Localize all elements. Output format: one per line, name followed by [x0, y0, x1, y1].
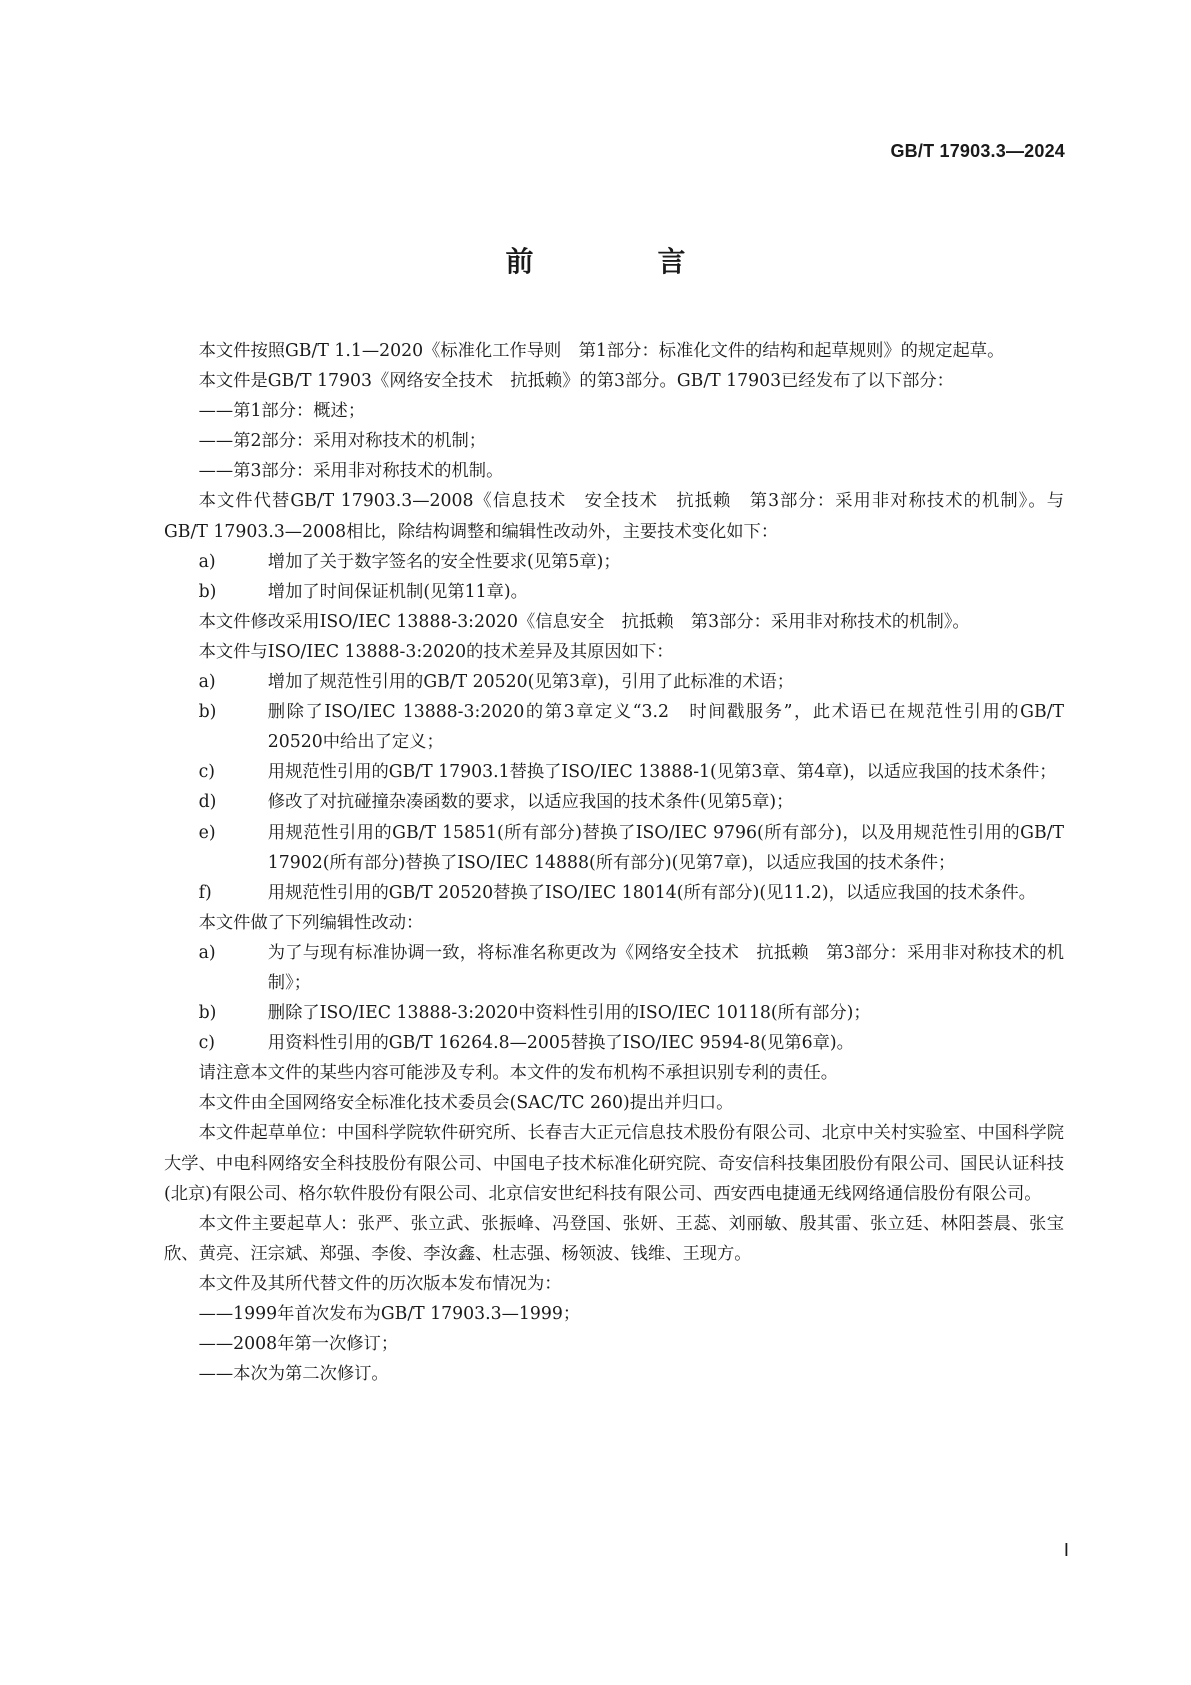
paragraph-history: 本文件及其所代替文件的历次版本发布情况为：: [198, 1273, 562, 1294]
list-marker: f): [198, 882, 212, 903]
list-item: [164, 878, 1064, 908]
paragraph-drafting-units: 本文件起草单位：中国科学院软件研究所、长春吉大正元信息技术股份有限公司、北京中关村实验室、中国科学院大学、中电科网络安全科技股份有限公司、中国电子技术标准化研究院、奇安信科技集团股份有限公司、国民认证科技(北京)有限公司、格尔软件股份有限公司、北京信安世纪科技有限公司、西安西电捷通无线网络通信股份有限公司。: [164, 1123, 1064, 1204]
list-item: [164, 577, 1064, 607]
list-text: 用规范性引用的GB/T 15851(所有部分)替换了ISO/IEC 9796(所有部分)，以及用规范性引用的GB/T 17902(所有部分)替换了ISO/IEC 14888(所有部分)(见第7章)，以适应我国的技术条件；: [267, 822, 1064, 873]
list-text: 删除了ISO/IEC 13888-3:2020中资料性引用的ISO/IEC 10118(所有部分)；: [267, 1003, 871, 1024]
list-item: [164, 547, 1064, 577]
standard-code: GB/T 17903.3—2024: [890, 141, 1065, 161]
paragraph-proposer: 本文件由全国网络安全标准化技术委员会(SAC/TC 260)提出并归口。: [198, 1093, 734, 1114]
document-body: [164, 336, 1064, 1389]
list-marker: e): [198, 822, 216, 843]
list-item: ——2008年第一次修订；: [198, 1334, 399, 1355]
list-marker: a): [198, 672, 216, 693]
list-marker: b): [198, 581, 217, 602]
list-text: 增加了规范性引用的GB/T 20520(见第3章)，引用了此标准的术语；: [267, 672, 795, 693]
list-item: [164, 818, 1064, 878]
paragraph-replaces: 本文件代替GB/T 17903.3—2008《信息技术 安全技术 抗抵赖 第3部分：采用非对称技术的机制》。与GB/T 17903.3—2008相比，除结构调整和编辑性改动外，主要技术变化如下：: [164, 491, 1064, 542]
list-marker: a): [198, 942, 216, 963]
list-text: 修改了对抗碰撞杂凑函数的要求，以适应我国的技术条件(见第5章)；: [267, 792, 794, 813]
paragraph-drafting-rules: 本文件按照GB/T 1.1—2020《标准化工作导则 第1部分：标准化文件的结构和起草规则》的规定起草。: [198, 341, 1005, 361]
list-text: 增加了关于数字签名的安全性要求(见第5章)；: [267, 551, 621, 572]
list-marker: c): [198, 762, 216, 783]
list-marker: b): [198, 702, 217, 723]
list-item: [164, 697, 1064, 757]
paragraph-adoption: 本文件修改采用ISO/IEC 13888-3:2020《信息安全 抗抵赖 第3部分：采用非对称技术的机制》。: [198, 611, 970, 632]
list-item: ——本次为第二次修订。: [198, 1364, 389, 1385]
list-marker: a): [198, 551, 216, 572]
list-marker: d): [198, 792, 217, 813]
paragraph-part-of-series: 本文件是GB/T 17903《网络安全技术 抗抵赖》的第3部分。GB/T 17903已经发布了以下部分：: [198, 371, 954, 392]
list-item: ——第3部分：采用非对称技术的机制。: [198, 461, 504, 482]
list-item: [164, 757, 1064, 787]
list-item: [164, 667, 1064, 697]
list-text: 用规范性引用的GB/T 20520替换了ISO/IEC 18014(所有部分)(见11.2)，以适应我国的技术条件。: [267, 882, 1036, 903]
list-text: 用规范性引用的GB/T 17903.1替换了ISO/IEC 13888-1(见第3章、第4章)，以适应我国的技术条件；: [267, 762, 1057, 783]
paragraph-editorial: 本文件做了下列编辑性改动：: [198, 912, 424, 933]
list-marker: c): [198, 1033, 216, 1054]
list-item: ——1999年首次发布为GB/T 17903.3—1999；: [198, 1304, 581, 1324]
list-item: [164, 938, 1064, 998]
list-text: 增加了时间保证机制(见第11章)。: [267, 581, 528, 602]
list-text: 删除了ISO/IEC 13888-3:2020的第3章定义“3.2 时间戳服务”，此术语已在规范性引用的GB/T 20520中给出了定义；: [267, 702, 1064, 753]
list-text: 用资料性引用的GB/T 16264.8—2005替换了ISO/IEC 9594-8(见第6章)。: [267, 1033, 854, 1054]
list-item: [164, 787, 1064, 817]
paragraph-patent: 请注意本文件的某些内容可能涉及专利。本文件的发布机构不承担识别专利的责任。: [198, 1063, 839, 1084]
list-marker: b): [198, 1003, 217, 1024]
list-item: [164, 998, 1064, 1028]
list-item: ——第2部分：采用对称技术的机制；: [198, 431, 487, 452]
list-item: ——第1部分：概述；: [198, 401, 366, 422]
paragraph-drafters: 本文件主要起草人：张严、张立武、张振峰、冯登国、张妍、王蕊、刘丽敏、殷其雷、张立廷、林阳荟晨、张宝欣、黄亮、汪宗斌、郑强、李俊、李汝鑫、杜志强、杨领波、钱维、王现方。: [164, 1213, 1064, 1264]
list-text: 为了与现有标准协调一致，将标准名称更改为《网络安全技术 抗抵赖 第3部分：采用非对称技术的机制》；: [267, 942, 1064, 993]
list-item: [164, 1028, 1064, 1058]
paragraph-differences: 本文件与ISO/IEC 13888-3:2020的技术差异及其原因如下：: [198, 641, 674, 662]
page-title: 前 言: [505, 245, 734, 278]
page-number: Ⅰ: [1063, 1540, 1069, 1560]
